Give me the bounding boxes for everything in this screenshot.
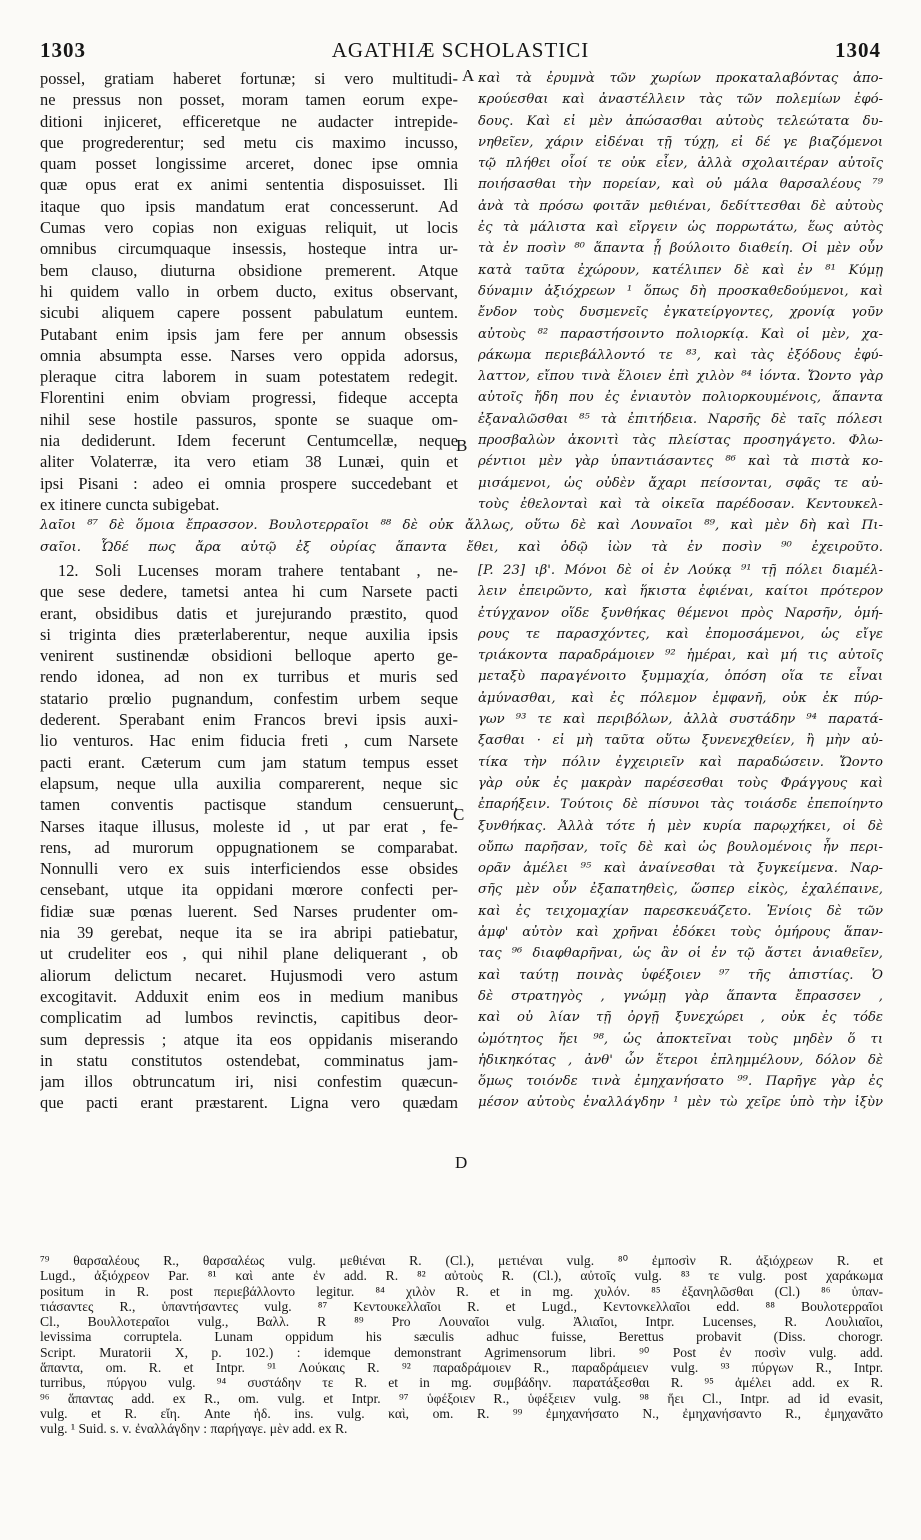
latin-text-line: ipsi Pisani : adeo ei omnia prospere succedebant et — [40, 473, 458, 493]
footnote-line: turribus, πύργου vulg. ⁹⁴ συστάδην τε R. et in mg. συμβάδην. παρατάξεσθαι R. ⁹⁵ ἀμέλει add. ex R. — [40, 1375, 883, 1391]
latin-text-line: que progrederentur; sed metu cis maximo incusso, — [40, 132, 458, 152]
latin-text-line: erant, obsidibus datis et jurejurando præstito, quod — [40, 603, 458, 623]
latin-text-line: nia dediderunt. Idem fecerunt Centumcellæ, neque — [40, 431, 458, 451]
latin-text-line: tamen conventis pactisque standum censuerunt. — [40, 795, 458, 815]
greek-text-line: ἀμύνασθαι, καὶ ἐς πόλεμον ἐμφανῆ, οὐκ ἐκ πύρ- — [478, 690, 883, 706]
latin-text-line: ne pressus non posset, moram tamen eorum expe- — [40, 90, 458, 110]
latin-text-line: si triginta dies præterlaberentur, neque auxilia ipsis — [40, 624, 458, 644]
greek-text-line: νηθεῖεν, χάριν εἰδέναι τῇ τύχῃ, εἰ δέ γε βιαζόμενοι — [478, 134, 883, 150]
greek-text-line: μέσον αὐτοὺς ἐναλλάγδην ¹ μὲν τὼ χεῖρε ὑπὸ τὴν ἰξὺν — [478, 1095, 883, 1111]
greek-text-line: ποιήσασθαι τὴν πορείαν, καὶ οὐ μάλα θαρσαλέους ⁷⁹ — [478, 177, 883, 193]
latin-text-line: ditioni injiceret, efficeretque ne audacter intrepide- — [40, 111, 458, 131]
latin-column-top — [40, 68, 458, 515]
page-number-right: 1304 — [835, 38, 881, 62]
footnote-line: ⁷⁹ θαρσαλέους R., θαρσαλέως vulg. μεθιέναι R. (Cl.), μετιέναι vulg. ⁸⁰ ἐμποσὶν R. ἀξιόχρεων R. et — [40, 1253, 883, 1268]
greek-column-bottom — [478, 560, 883, 1114]
footnote-line: ἅπαντα, om. R. et Intpr. ⁹¹ Λούκαις R. ⁹² παραδράμοιεν R., παραδράμειεν vulg. ⁹³ πύργων R., Intpr. — [40, 1360, 883, 1376]
latin-text-line: dederent. Sperabant enim Francos brevi ipsis auxi- — [40, 710, 458, 730]
greek-text-line: ὅμως τοιόνδε τινὰ ἐμηχανήσατο ⁹⁹. Παρῆγε γὰρ ἐς — [478, 1074, 883, 1090]
greek-spanning-line: σαῖοι. Ὧδέ πως ἄρα αὐτῷ ἐξ οὐρίας ἅπαντα ἔθει, καὶ ὁδῷ ἰὼν τὰ ἐν ποσὶν ⁹⁰ ἐχειροῦτο. — [40, 540, 883, 555]
latin-text-line: hi quidem vallo in orbem ducto, exitus observant, — [40, 281, 458, 301]
greek-spanning-line: λαῖοι ⁸⁷ δὲ ὅμοια ἔπρασσον. Βουλοτερραῖοι ⁸⁸ δὲ οὐκ ἄλλως, οὕτω δὲ καὶ Λουναῖοι ⁸⁹, καὶ μὲν δὴ καὶ Πι- — [40, 518, 883, 533]
greek-text-line: καὶ ἐς τειχομαχίαν παρεσκευάζετο. Ἐνίοις δὲ τῶν — [478, 903, 883, 919]
latin-text-line: possel, gratiam haberet fortunæ; si vero multitudi- — [40, 69, 458, 88]
latin-text-line: rendo idonea, ad non ex turribus et muris sed — [40, 667, 458, 687]
footnote-line: vulg. ¹ Suid. s. v. ἐναλλάγδην : παρήγαγε. μὲν add. ex R. — [40, 1421, 348, 1437]
latin-text-line: omnia absumpta esse. Narses vero oppida adorsus, — [40, 345, 458, 365]
latin-text-line: elapsum, neque ulla auxilia comparerent, neque sic — [40, 773, 458, 793]
latin-text-line: nihil sese hostile passuros, sponte se suaque om- — [40, 409, 458, 429]
greek-text-line: ἐξαναλῶσθαι ⁸⁵ τὰ ἐπιτήδεια. Ναρσῆς δὲ ταῖς πόλεσι — [478, 411, 883, 427]
greek-text-line: οὔπω παρῆσαν, τοῖς δὲ καὶ ὡς βουλομένοις ἦν περι- — [478, 839, 883, 855]
greek-text-line: [P. 23] ιβ'. Μόνοι δὲ οἱ ἐν Λούκᾳ ⁹¹ τῇ πόλει διαμέλ- — [478, 563, 883, 578]
greek-text-line: δους. Καὶ εἰ μὲν ἀπώσασθαι αὐτοὺς τελεώτατα δυ- — [478, 113, 883, 129]
margin-letter-c: C — [453, 805, 465, 824]
greek-text-line: ἔνδον τοὺς δυσμενεῖς ἐγκατείργοντες, χρονίᾳ γοῦν — [478, 305, 883, 321]
latin-text-line: statario prœlio pugnandum, confestim urbem seque — [40, 688, 458, 708]
latin-text-line: excogitavit. Adduxit enim eos in medium manibus — [40, 986, 458, 1006]
greek-text-line: καὶ οὐ λίαν τῇ ὀργῇ ξυνεχώρει , οὐκ ἐς τόδε — [478, 1010, 883, 1026]
greek-text-line: γὰρ οὐκ ἐς μακρὰν παρέσεσθαι τοὺς Φράγγους καὶ — [478, 775, 883, 791]
greek-text-line: ορᾶν ἀμέλει ⁹⁵ καὶ ἀναίνεσθαι τὰ ξυγκείμενα. Ναρ- — [478, 861, 883, 877]
latin-text-line: sicubi aliquem capere possent pabulatum euntem. — [40, 303, 458, 323]
greek-text-line: μισάμενοι, ὡς οὐδὲν ἄχαρι πείσονται, σφᾶς τε αὐ- — [478, 475, 883, 491]
latin-text-line: pacti erant. Cæterum cum jam statum tempus esset — [40, 752, 458, 772]
footnote-line: Cl., Βουλλοτεραῖοι vulg., Βαλλ. R ⁸⁹ Pro Λουναῖοι vulg. Ἀλιαῖοι, Intpr. Lucenses, R. Λουλιαῖοι, — [40, 1314, 883, 1330]
greek-text-line: ἐτύγχανον οἵδε ξυνθήκας θέμενοι πρὸς Ναρσῆν, ὁμή- — [478, 605, 883, 621]
greek-text-line: ἠδικηκότας , ἀνθ' ὧν ἕτεροι ἐπλημμέλουν, δόλον δὲ — [478, 1052, 883, 1068]
latin-text-line: ex itinere cuncta subigebat. — [40, 494, 220, 514]
latin-text-line: Nonnulli vero ex suis interficiendos esse obsides — [40, 859, 458, 879]
greek-text-line: κατὰ ταῦτα ἐχώρουν, κατέλιπεν δὲ καὶ ἐν ⁸¹ Κύμῃ — [478, 262, 883, 278]
greek-text-line: τὰ ἐν ποσὶν ⁸⁰ ἅπαντα ᾗ βούλοιτο διαθείη. Οἱ μὲν οὖν — [478, 241, 883, 257]
greek-text-line: ρέντιοι μὲν γὰρ ὑπαντιάσαντες ⁸⁶ καὶ τὰ πιστὰ κο- — [478, 454, 883, 470]
greek-text-line: ἀνὰ τὰ πρόσω φοιτᾶν μεθιέναι, δεδίττεσθαι δὲ αὐτοὺς — [478, 198, 883, 214]
greek-text-line: αὐτοὺς ⁸² παραστήσοιντο πολιορκίᾳ. Καὶ οἱ μὲν, χα- — [478, 326, 883, 342]
latin-text-line: lio venturos. Hac enim fiducia freti , cum Narsete — [40, 731, 458, 751]
latin-text-line: Cumas vero copias non exiguas reliquit, ut locis — [40, 218, 458, 238]
footnote-line: ⁹⁶ ἅπαντας add. ex R., om. vulg. et Intpr. ⁹⁷ ὑφέξοιεν R., ὑφέξειεν vulg. ⁹⁸ ἥει Cl., Intpr. ad id evasit, — [40, 1390, 883, 1406]
footnote-line: Script. Muratorii X, p. 102.) : idemque demonstrant Agrimensorum libri. ⁹⁰ Post ἐν ποσὶν vulg. add. — [40, 1344, 883, 1360]
greek-spanning-lines — [40, 515, 883, 559]
latin-text-line: pleraque citra laborem in suam potestatem redegit. — [40, 367, 458, 387]
greek-text-line: ὠμότητος ἥει ⁹⁸, ὡς ἀποκτεῖναι τοὺς μηδὲν ὅ τι — [478, 1031, 883, 1047]
footnote-line: Lugd., ἀξιόχρεον Par. ⁸¹ καὶ ante ἐν add. R. ⁸² αὐτοὺς R. (Cl.), αὐτοῖς vulg. ⁸³ τε vulg. post χαράκωμα — [40, 1268, 883, 1284]
greek-text-line: ράκωμα περιεβάλλοντό τε ⁸³, καὶ τὰς ἐξόδους ἐφύ- — [478, 347, 883, 363]
footnote-line: τιάσαντες R., ὑπαντήσαντες vulg. ⁸⁷ Κεντουκελλαῖοι R. et Lugd., Κεντονκελλαῖοι edd. ⁸⁸ Βουλοτερραῖοι — [40, 1298, 883, 1314]
greek-text-line: σῆς μὲν οὖν ἐξαπατηθεὶς, ὥσπερ εἰκὸς, ἐχαλέπαινε, — [478, 882, 883, 898]
page-number-left: 1303 — [40, 38, 86, 62]
greek-text-line: καὶ τὰ ἐρυμνὰ τῶν χωρίων προκαταλαβόντας ἀπο- — [478, 71, 883, 86]
latin-text-line: 12. Soli Lucenses moram trahere tentabant , ne- — [58, 561, 458, 580]
margin-letter-b: B — [456, 436, 468, 455]
latin-text-line: venirent sustinendæ obsidioni belloque aperto ge- — [40, 646, 458, 666]
latin-text-line: in statu constitutos ostendebat, comminatus jam- — [40, 1050, 458, 1070]
greek-text-line: λειν ἐπειρῶντο, καὶ ἥκιστα ἐφιέναι, καίτοι πρότερον — [478, 584, 883, 600]
greek-text-line: μεταξὺ παραγένοιτο ξυμμαχία, ὁπόση οἵα τε εἶναι — [478, 669, 883, 685]
latin-column-bottom — [40, 560, 458, 1114]
latin-text-line: bem clauso, diuturna obsidione premerent. Atque — [40, 260, 458, 280]
margin-letter-a: A — [462, 66, 475, 85]
greek-text-line: γων ⁹³ τε καὶ περιβόλων, ἀλλὰ συστάδην ⁹⁴ παρατά- — [478, 712, 883, 728]
latin-text-line: censebant, utque ita oppidani mœrore confecti per- — [40, 880, 458, 900]
greek-column-top — [478, 68, 883, 515]
greek-text-line: δὲ στρατηγὸς , γνώμῃ γὰρ ἅπαντα ἔπρασσεν , — [478, 988, 883, 1004]
footnote-line: levissima corruptela. Lunam oppidum his sæculis adhuc fuisse, Berettus probavit (Diss. chorogr. — [40, 1329, 883, 1345]
greek-text-line: ξυνθήκας. Ἀλλὰ τότε ἡ μὲν κυρία παρῳχήκει, οἱ δὲ — [478, 818, 883, 834]
greek-text-line: λαττον, εἴπου τινὰ ἕλοιεν ἐπὶ χιλὸν ⁸⁴ ἰόντα. Ὤοντο γὰρ — [478, 369, 883, 385]
latin-text-line: aliorum delictum necaret. Hujusmodi vero astum — [40, 965, 458, 985]
greek-text-line: ρους τε παρασχόντες, καὶ ἐπομοσάμενοι, ὡς εἴγε — [478, 626, 883, 642]
greek-text-line: τοὺς ἐθελονταὶ καὶ τὰ οἰκεῖα παρέδοσαν. Κεντουκελ- — [478, 496, 883, 512]
latin-text-line: ut crudeliter eos , qui nihil plane deliquerant , ob — [40, 944, 458, 964]
greek-text-line: τας ⁹⁶ διαφθαρῆναι, ὡς ἂν οἱ ἐν τῷ ἄστει ἀνιαθεῖεν, — [478, 946, 883, 962]
greek-text-line: καὶ ταύτῃ ποινὰς ὑφέξοιεν ⁹⁷ τῆς ἀπιστίας. Ὁ — [478, 967, 883, 983]
greek-text-line: τριάκοντα παραδράμοιεν ⁹² ἡμέραι, καὶ μή τις αὐτοῖς — [478, 648, 883, 664]
latin-text-line: quam posset longissime arceret, donec ipse omnia — [40, 154, 458, 174]
latin-text-line: complicatim ad lumbos revinctis, capitibus deor- — [40, 1008, 458, 1028]
greek-text-line: ἀμφ' αὐτὸν καὶ χρῆναι ἐδόκει τοὺς ὁμήρους ἅπαν- — [478, 925, 883, 941]
greek-text-line: αὐτοῖς ἤδη που ἐς ἐνιαυτὸν πολιορκουμένοις, ἅπαντα — [478, 390, 883, 406]
latin-text-line: Florentini enim obviam progressi, fideque accepta — [40, 388, 458, 408]
latin-text-line: Putabant enim ipsis jam fere per annum obsessis — [40, 324, 458, 344]
running-title: AGATHIÆ SCHOLASTICI — [331, 38, 590, 62]
greek-text-line: τῷ πλήθει οἷοί τε οὐκ εἶεν, ἀλλὰ σχολαιτέραν αὐτοῖς — [478, 156, 883, 172]
latin-text-line: rens, ad murorum oppugnationem se comparabat. — [40, 837, 458, 857]
greek-text-line: κρούεσθαι καὶ ἀναστέλλειν τὰς τῶν πολεμίων ἐφό- — [478, 92, 883, 108]
latin-text-line: omnibus circumquaque insessis, hosteque intra ur- — [40, 239, 458, 259]
latin-text-line: nia 39 gerebat, neque ita se ira abripi patiebatur, — [40, 923, 458, 943]
latin-text-line: que sese dedere, tametsi antea hi cum Narsete pacti — [40, 582, 458, 602]
latin-text-line: fidiæ suæ pœnas luerent. Sed Narses prudenter om- — [40, 901, 458, 921]
latin-text-line: sum depressis ; atque ita eos oppidanis miserando — [40, 1029, 458, 1049]
latin-text-line: quæ opus erat ex animi sententia disposuisset. Ili — [40, 175, 458, 195]
footnote-line: vulg. et R. εἴη. Ante ἠδ. ins. vulg. καὶ, om. R. ⁹⁹ ἐμηχανήσατο N., ἐμηχανήσαντο R., ἐμηχανᾶτο — [40, 1405, 883, 1421]
footnote-line: positum in R. post περιεβάλλοντο legitur. ⁸⁴ χιλὸν R. et in mg. χυλόν. ⁸⁵ ἐξανηλῶσθαι (Cl.) ⁸⁶ ὑπαν- — [40, 1283, 883, 1299]
greek-text-line: ξασθαι · εἰ μὴ ταῦτα οὕτω ξυνενεχθείεν, ἢ μὴν αὐ- — [478, 733, 883, 749]
latin-text-line: que pacti erant præstarent. Ligna vero quædam — [40, 1093, 458, 1113]
latin-text-line: itaque quo ipsis mandatum erat concesserunt. Ad — [40, 196, 458, 216]
latin-text-line: aliter Volaterræ, ita vero etiam 38 Lunæi, quin et — [40, 452, 458, 472]
latin-text-line: jam illos obtruncatum iri, nisi confestim quæcun- — [40, 1072, 458, 1092]
footnotes — [40, 1253, 883, 1437]
greek-text-line: τίκα τὴν πόλιν ἐγχειριεῖν καὶ παραδώσειν. Ὤοντο — [478, 754, 883, 770]
greek-text-line: ἐς τὰ μάλιστα καὶ εἴργειν ὡς πορρωτάτω, ἕως αὐτὸς — [478, 220, 883, 236]
greek-text-line: δύναμιν ἀξιόχρεων ¹ ὅπως δὴ προσκαθεδούμενοι, καὶ — [478, 283, 883, 299]
greek-text-line: ἐπαρήξειν. Τούτοις δὲ πίσυνοι τὰς τοιάσδε ἐπεποίηντο — [478, 797, 883, 813]
page-header — [40, 38, 881, 64]
latin-text-line: Narses itaque illusus, moleste id , ut par erat , fe- — [40, 816, 458, 836]
margin-letter-d: D — [455, 1153, 468, 1172]
greek-text-line: προσβαλὼν ἀκονιτὶ τὰς πλείστας προσηγάγετο. Φλω- — [478, 433, 883, 449]
